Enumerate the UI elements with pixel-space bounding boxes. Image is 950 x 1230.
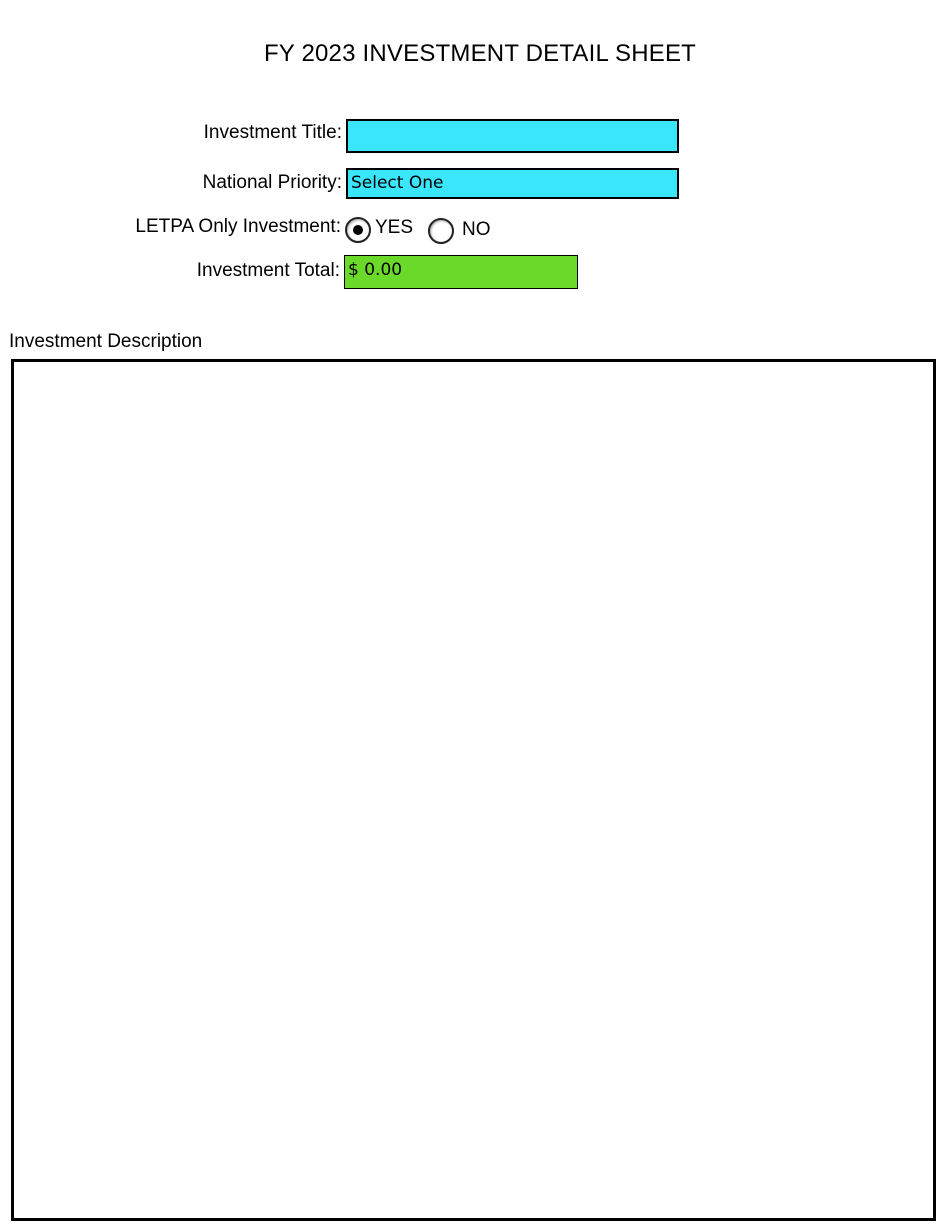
investment-description-label: Investment Description — [9, 331, 203, 352]
national-priority-select[interactable]: Select One — [346, 168, 679, 199]
investment-total-field[interactable]: $ 0.00 — [344, 255, 578, 289]
investment-description-textarea[interactable] — [11, 359, 936, 1221]
radio-selected-dot-icon — [353, 225, 363, 235]
letpa-no-radio[interactable] — [428, 218, 454, 244]
page-title: FY 2023 INVESTMENT DETAIL SHEET — [263, 40, 697, 67]
investment-title-field[interactable] — [346, 119, 679, 153]
letpa-yes-label: YES — [375, 217, 414, 238]
letpa-label: LETPA Only Investment: — [135, 216, 341, 237]
investment-total-label: Investment Total: — [196, 260, 340, 281]
investment-title-label: Investment Title: — [203, 122, 342, 143]
letpa-no-label: NO — [462, 219, 491, 240]
letpa-yes-radio[interactable] — [345, 217, 371, 243]
national-priority-label: National Priority: — [202, 172, 342, 193]
